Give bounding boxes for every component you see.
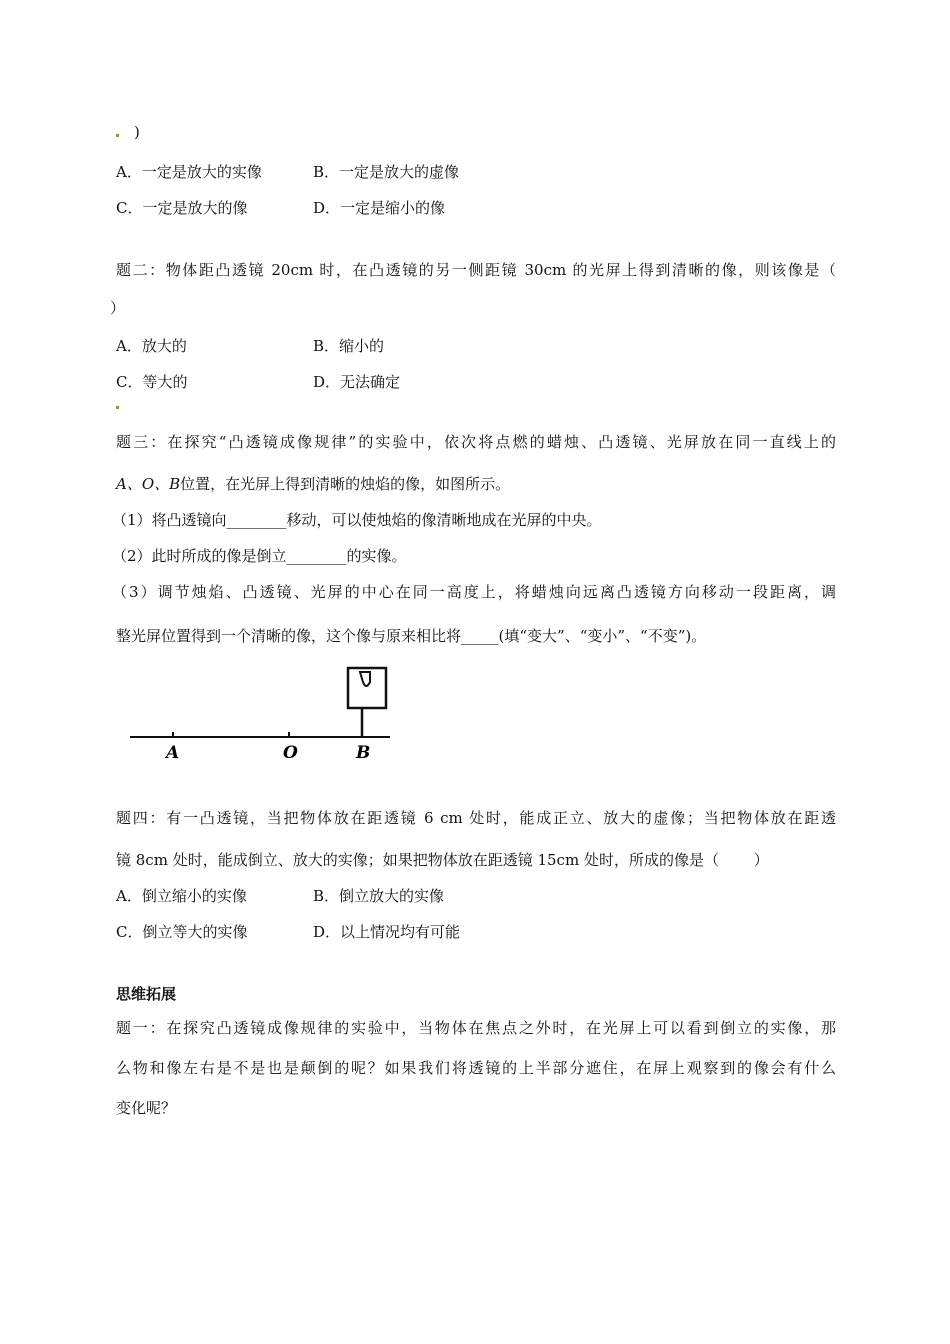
marker-dot [116,406,119,409]
q3-text-line2-rest: 位置，在光屏上得到清晰的烛焰的像，如图所示。 [180,475,511,493]
extension-line2: 么物和像左右是不是也是颠倒的呢？如果我们将透镜的上半部分遮住，在屏上观察到的像会有什么 [116,1059,836,1077]
q3-sub2: （2）此时所成的像是倒立________的实像。 [112,547,407,565]
q2-option-b: B．缩小的 [313,337,385,355]
q2-option-d: D．无法确定 [313,373,401,391]
q4-text-line1: 题四：有一凸透镜，当把物体放在距透镜 6 cm 处时，能成正立、放大的虚像；当把物体放在距透 [116,809,836,827]
q4-option-b: B．倒立放大的实像 [313,887,445,905]
q2-option-a: A．放大的 [116,337,187,355]
q1-option-a: A．一定是放大的实像 [116,163,262,181]
q4-text-line2: 镜 8cm 处时，能成倒立、放大的实像；如果把物体放在距透镜 15cm 处时，所成的像是（ ） [116,851,769,869]
q3-position-vars: A、O、B [116,475,181,493]
q1-closing-paren: ) [134,123,140,141]
q4-option-c: C．倒立等大的实像 [116,923,248,941]
label-a: A [166,743,180,763]
q3-sub3-line1: （3）调节烛焰、凸透镜、光屏的中心在同一高度上，将蜡烛向远离凸透镜方向移动一段距离，调 [112,583,836,601]
q3-sub3-line2: 整光屏位置得到一个清晰的像，这个像与原来相比将_____(填“变大”、“变小”、“不变”)。 [116,627,707,645]
q2-text-line2: ） [110,299,126,317]
q1-option-c: C．一定是放大的像 [116,199,248,217]
q3-text-line2 [116,474,510,494]
extension-line3: 变化呢？ [116,1099,177,1117]
q1-option-b: B．一定是放大的虚像 [313,163,460,181]
q1-option-d: D．一定是缩小的像 [313,199,446,217]
label-b: B [356,743,371,763]
q4-option-a: A．倒立缩小的实像 [116,887,247,905]
q2-option-c: C．等大的 [116,373,188,391]
optical-bench-figure [128,658,418,768]
section-heading: 思维拓展 [116,985,177,1003]
extension-line1: 题一：在探究凸透镜成像规律的实验中，当物体在焦点之外时，在光屏上可以看到倒立的实像，那 [116,1019,836,1037]
q4-option-d: D．以上情况均有可能 [313,923,461,941]
q3-text-line1: 题三：在探究“凸透镜成像规律”的实验中，依次将点燃的蜡烛、凸透镜、光屏放在同一直线上的 [116,433,836,451]
marker-dot [116,134,119,137]
label-o: O [283,743,298,763]
q2-text-line1: 题二：物体距凸透镜 20cm 时，在凸透镜的另一侧距镜 30cm 的光屏上得到清晰的像，则该像是（ [116,261,836,279]
q3-sub1: （1）将凸透镜向________移动，可以使烛焰的像清晰地成在光屏的中央。 [112,511,602,529]
light-screen [348,668,386,708]
flame-image [360,672,370,686]
